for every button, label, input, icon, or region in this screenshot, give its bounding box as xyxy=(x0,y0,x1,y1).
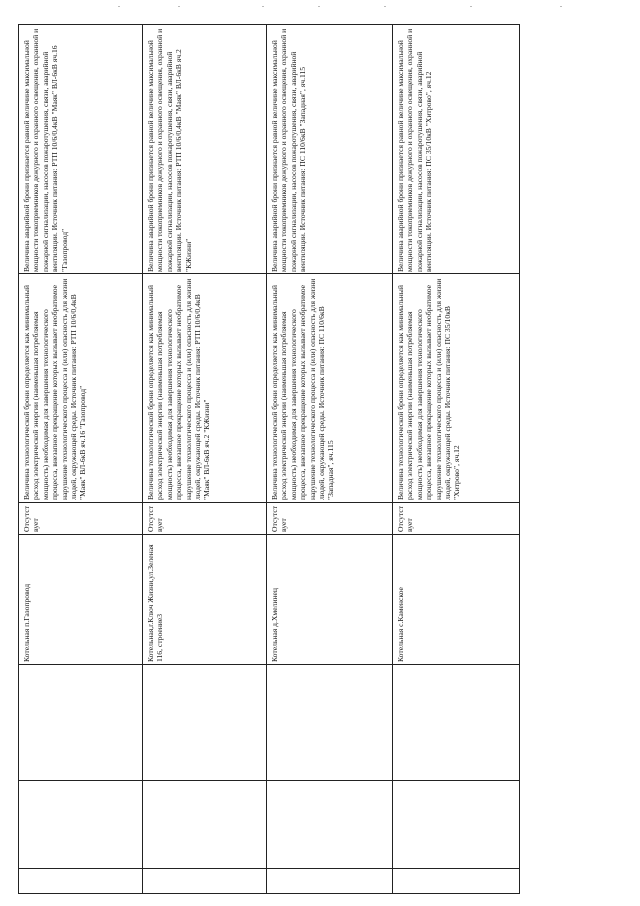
table-row xyxy=(142,24,266,894)
object-name-cell: Котельная п.Газопровод xyxy=(22,583,31,662)
tech-reserve-cell: Величина технологической брони определяется как минимальный расход электрической энергии (наименьшая потребляемая мощность) необходимая для завершения технологического процесса, внезапное прекращение которых вызывает необратимое нарушение технологического процесса и (или) опасность для жизни людей, окружающей среды. Источник питания: РТП 10/6/0,4кВ "Маяк" ВЛ-6кВ яч.2 "КЖизни" xyxy=(146,278,212,500)
emergency-reserve-cell: Величина аварийной брони признается равной величине максимальной мощности токоприемников дежурного и охранного освещения, охранной и пожарной сигнализации, насосов пожаротушения, связи, аварийной вентиляции. Источник питания: РТП 10/6/0,4кВ "Маяк" ВЛ-6кВ яч.2 "КЖизни" xyxy=(146,28,193,272)
scan-mark xyxy=(470,6,472,7)
emergency-reserve-cell: Величина аварийной брони признается равной величине максимальной мощности токоприемников дежурного и охранного освещения, охранной и пожарной сигнализации, насосов пожаротушения, связи, аварийной вентиляции. Источник питания: РТП 10/6/0,4кВ "Маяк" ВЛ-6кВ яч.16 "Газопровод" xyxy=(22,28,69,272)
status-cell: Отсутствует xyxy=(396,505,415,532)
scan-mark xyxy=(118,6,120,7)
scan-mark xyxy=(384,6,386,7)
table-row xyxy=(392,24,520,894)
scan-mark xyxy=(560,6,562,7)
tech-reserve-cell: Величина технологической брони определяется как минимальный расход электрической энергии (наименьшая потребляемая мощность) необходимая для завершения технологического процесса, внезапное прекращение которых вызывает необратимое нарушение технологического процесса и (или) опасность для жизни людей, окружающей среды. Источник питания: ПС 35/10кВ "Хитрово", яч.12 xyxy=(396,278,462,500)
scan-mark xyxy=(318,6,320,7)
scan-mark xyxy=(178,6,180,7)
scan-mark xyxy=(262,6,264,7)
tech-reserve-cell: Величина технологической брони определяется как минимальный расход электрической энергии (наименьшая потребляемая мощность) необходимая для завершения технологического процесса, внезапное прекращение которых вызывает необратимое нарушение технологического процесса и (или) опасность для жизни людей, окружающей среды. Источник питания: ПС 110/6кВ "Западная", яч.115 xyxy=(270,278,336,500)
status-cell: Отсутствует xyxy=(22,505,41,532)
emergency-reserve-cell: Величина аварийной брони признается равной величине максимальной мощности токоприемников дежурного и охранного освещения, охранной и пожарной сигнализации, насосов пожаротушения, связи, аварийной вентиляции. Источник питания: ПС 35/10кВ "Хитрово", яч.12 xyxy=(396,28,434,272)
status-cell: Отсутствует xyxy=(146,505,165,532)
object-name-cell: Котельная д.Хмелинец xyxy=(270,588,279,662)
status-cell: Отсутствует xyxy=(270,505,289,532)
table-row xyxy=(18,24,142,894)
table-row xyxy=(266,24,392,894)
object-name-cell: Котельная,г.Ключ Жизни,ул.Зеленая 116, строение3 xyxy=(146,544,165,662)
object-name-cell: Котельная с.Каменское xyxy=(396,587,405,662)
emergency-reserve-cell: Величина аварийной брони признается равной величине максимальной мощности токоприемников дежурного и охранного освещения, охранной и пожарной сигнализации, насосов пожаротушения, связи, аварийной вентиляции. Источник питания: ПС 110/6кВ "Западная", яч.115 xyxy=(270,28,308,272)
tech-reserve-cell: Величина технологической брони определяется как минимальный расход электрической энергии (наименьшая потребляемая мощность) необходимая для завершения технологического процесса, внезапное прекращение которых вызывает необратимое нарушение технологического процесса и (или) опасность для жизни людей, окружающей среды. Источник питания: РТП 10/6/0,4кВ "Маяк" ВЛ-6кВ яч.16 "Газопровод" xyxy=(22,278,88,500)
